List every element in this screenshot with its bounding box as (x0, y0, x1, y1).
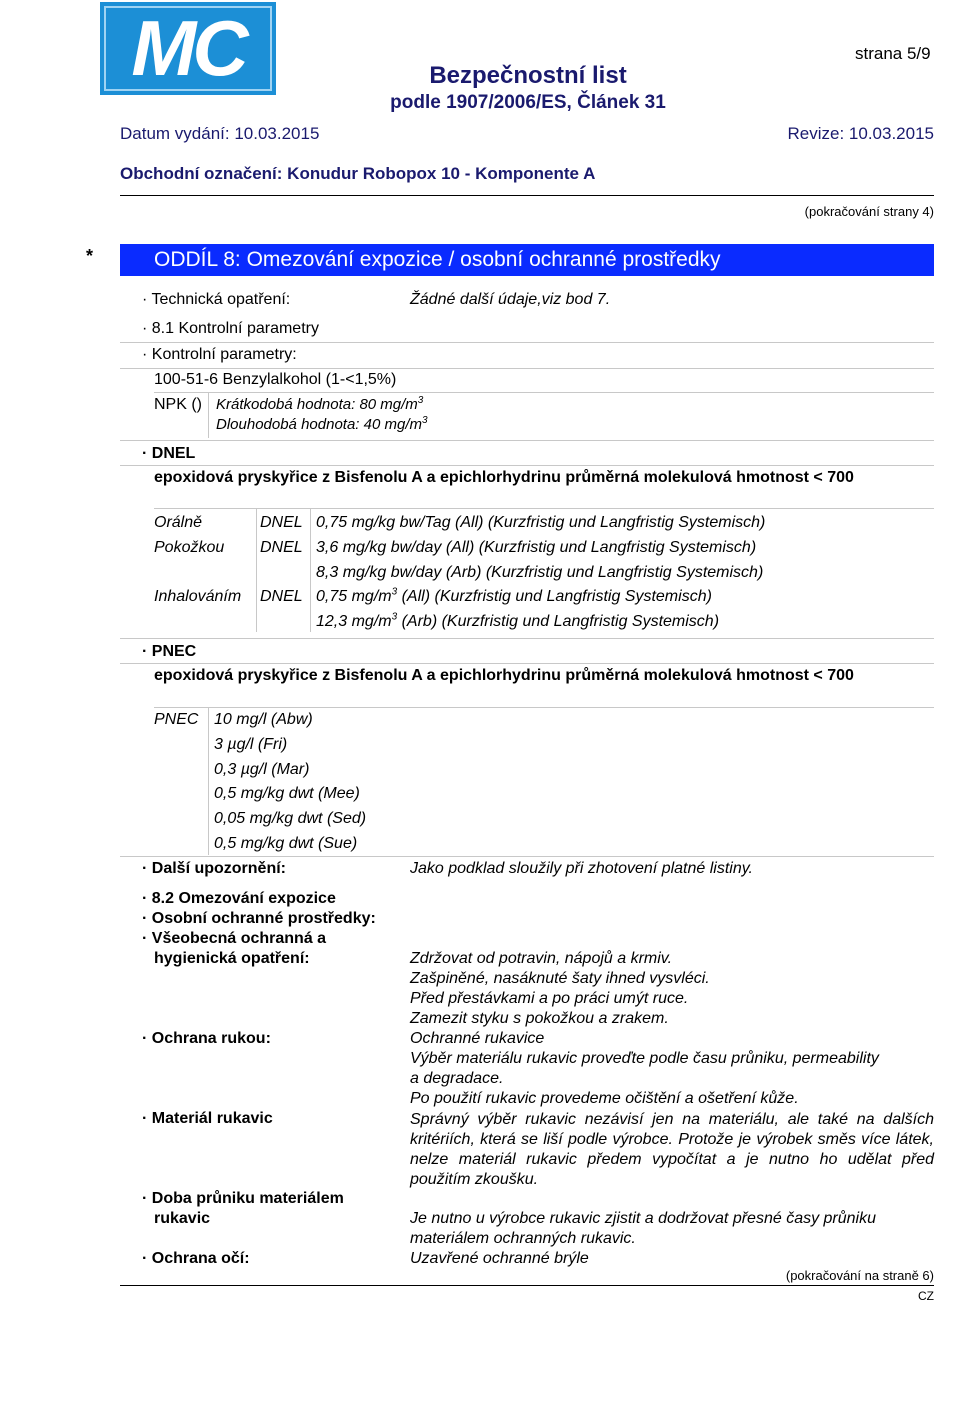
control-parameters-label: · Kontrolní parametry: (142, 346, 297, 363)
technical-measures-value: Žádné další údaje,viz bod 7. (410, 291, 611, 308)
document-title: Bezpečnostní list (429, 62, 627, 89)
benzylalkohol-substance: 100-51-6 Benzylalkohol (1-<1,5%) (154, 371, 397, 388)
notes-value: Jako podklad sloužily při zhotovení platné listiny. (410, 860, 753, 877)
penetration-time-label: · Doba průniku materiálem (142, 1190, 344, 1207)
control-parameters-heading: · 8.1 Kontrolní parametry (142, 320, 319, 337)
rule (120, 856, 934, 857)
header-rule (120, 195, 934, 196)
revision-date: Revize: 10.03.2015 (787, 124, 934, 143)
hand-protection-value: Po použití rukavic provedeme očištění a ošetření kůže. (410, 1090, 799, 1107)
continued-on: (pokračování na straně 6) (785, 1268, 934, 1283)
dnel-substance: epoxidová pryskyřice z Bisfenolu A a epichlorhydrinu průměrná molekulová hmotnost < 700 (154, 469, 854, 486)
pnec-value: 3 µg/l (Fri) (214, 736, 288, 753)
language-code: CZ (918, 1289, 934, 1303)
general-measure: Před přestávkami a po práci umýt ruce. (410, 990, 689, 1007)
issue-date: Datum vydání: 10.03.2015 (120, 124, 320, 143)
dnel-value: 12,3 $mg/m^3$ (Arb) (Kurzfristig und Langfristig Systemisch) (316, 611, 720, 630)
dnel-value: 0,75 $mg/m^3$ (All) (Kurzfristig und Langfristig Systemisch) (316, 586, 712, 605)
dnel-type: DNEL (260, 539, 303, 556)
pnec-value: 0,3 µg/l (Mar) (214, 761, 310, 778)
eye-protection-label: · Ochrana očí: (142, 1250, 250, 1267)
hand-protection-value: Výběr materiálu rukavic proveďte podle času průniku, permeability (410, 1050, 879, 1067)
glove-material-label: · Materiál rukavic (142, 1110, 273, 1127)
pnec-substance: epoxidová pryskyřice z Bisfenolu A a epichlorhydrinu průměrná molekulová hmotnost < 700 (154, 667, 854, 684)
rule (120, 368, 934, 369)
section-8-bar (120, 244, 934, 276)
exposure-controls-heading: · 8.2 Omezování expozice (142, 890, 336, 907)
dnel-divider-1 (256, 508, 257, 632)
dnel-value: 8,3 mg/kg bw/day (Arb) (Kurzfristig und Langfristig Systemisch) (316, 564, 764, 581)
penetration-time-label-cont: rukavic (154, 1210, 211, 1227)
route-skin: Pokožkou (154, 539, 225, 556)
rule (154, 707, 934, 708)
npk-divider (208, 392, 209, 438)
hand-protection-label: · Ochrana rukou: (142, 1030, 271, 1047)
ppe-label: · Osobní ochranné prostředky: (142, 910, 376, 927)
rule (120, 663, 934, 664)
pnec-value: 0,5 mg/kg dwt (Mee) (214, 785, 360, 802)
glove-material-value: Správný výběr rukavic nezávisí jen na materiálu, ale také na dalších kritériích, která se liší podle výrobce. Protože je výrobek směs více látek, nelze materiál rukavic předem vypočítat a je nutno ho udělat před použitím zkoušku. (410, 1111, 934, 1188)
dnel-divider-2 (310, 508, 311, 632)
npk-short-term: Krátkodobá hodnota: 80 $mg/m^3$ (216, 395, 424, 413)
technical-measures-label: · Technická opatření: (142, 291, 291, 308)
pnec-divider (208, 707, 209, 855)
pnec-type: PNEC (154, 711, 199, 728)
pnec-label: · PNEC (142, 643, 197, 660)
rule (120, 465, 934, 466)
rule (154, 392, 934, 393)
section-8-title: ODDÍL 8: Omezování expozice / osobní ochranné prostředky (154, 248, 721, 271)
rule (120, 440, 934, 441)
pnec-value: 10 mg/l (Abw) (214, 711, 313, 728)
logo-text: MC (131, 4, 245, 92)
general-measure: Zdržovat od potravin, nápojů a krmiv. (410, 950, 673, 967)
dnel-type: DNEL (260, 588, 303, 605)
general-measures-label-cont: hygienická opatření: (154, 950, 310, 967)
dnel-label: · DNEL (142, 445, 196, 462)
npk-long-term: Dlouhodobá hodnota: 40 $mg/m^3$ (216, 415, 428, 433)
penetration-time-value: Je nutno u výrobce rukavic zjistit a dodržovat přesné časy průniku (410, 1210, 877, 1227)
pnec-value: 0,05 mg/kg dwt (Sed) (214, 810, 367, 827)
continued-from: (pokračování strany 4) (804, 204, 934, 219)
dnel-value: 3,6 mg/kg bw/day (All) (Kurzfristig und Langfristig Systemisch) (316, 539, 757, 556)
hand-protection-value: Ochranné rukavice (410, 1030, 545, 1047)
footer-rule (120, 1285, 934, 1286)
pnec-value: 0,5 mg/kg dwt (Sue) (214, 835, 358, 852)
rule (154, 508, 934, 509)
general-measure: Zašpiněné, nasáknuté šaty ihned vysvléci. (410, 970, 710, 987)
document-subtitle: podle 1907/2006/ES, Článek 31 (390, 92, 666, 113)
hand-protection-value: a degradace. (410, 1070, 504, 1087)
trade-name: Obchodní označení: Konudur Robopox 10 - Komponente A (120, 164, 596, 183)
general-measures-label: · Všeobecná ochranná a (142, 930, 327, 947)
general-measure: Zamezit styku s pokožkou a zrakem. (410, 1010, 669, 1027)
notes-label: · Další upozornění: (142, 860, 286, 877)
route-oral: Orálně (154, 514, 203, 531)
penetration-time-value: materiálem ochranných rukavic. (410, 1230, 636, 1247)
dnel-type: DNEL (260, 514, 303, 531)
dnel-value: 0,75 mg/kg bw/Tag (All) (Kurzfristig und Langfristig Systemisch) (316, 514, 766, 531)
revision-marker: * (86, 246, 94, 266)
eye-protection-value: Uzavřené ochranné brýle (410, 1250, 589, 1267)
rule (120, 638, 934, 639)
page-number: strana 5/9 (855, 44, 931, 63)
npk-label: NPK () (154, 396, 202, 413)
route-inhalation: Inhalováním (154, 588, 242, 605)
rule (120, 342, 934, 343)
